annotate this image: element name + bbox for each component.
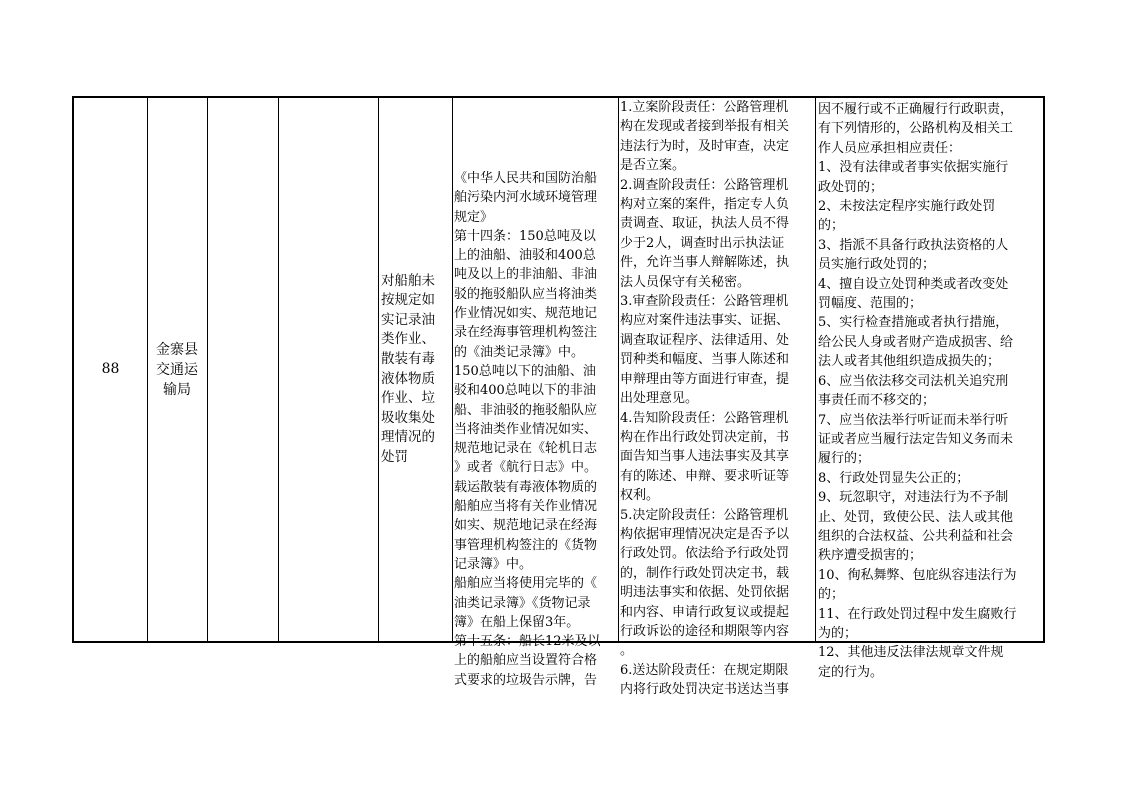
row-number: 88 xyxy=(101,360,120,377)
responsibility-table xyxy=(72,96,1045,698)
department-name: 金寨县 交通运 输局 xyxy=(156,341,198,398)
blank-cell xyxy=(207,98,278,641)
row-number-cell xyxy=(74,98,147,641)
legal-basis-cell xyxy=(452,98,618,688)
department-cell xyxy=(147,98,207,641)
item-name-cell xyxy=(378,98,452,641)
responsibilities-cell xyxy=(618,98,815,698)
accountability-cell xyxy=(815,98,1045,680)
item-name: 对船舶未 按规定如 实记录油 类作业、 散装有毒 液体物质 作业、垃 圾收集处 理情况的 处罚 xyxy=(381,272,435,465)
accountability-text: 因不履行或不正确履行行政职责， 有下列情形的，公路机构及相关工 作人员应承担相应责任： 1、没有法律或者事实依据实施行 政处罚的； 2、未按法定程序实施行政处罚 的； 3、指派不具备行政执法资格的人 员实施行政处罚的； 4、擅自设立处罚种类或者改变处 罚幅度、范围的； 5、实行检查措施或者执行措施， 给公民人身或者财产造成损害、给 法人或者其他组织造成损失的； 6、应当依法移交司法机关追究刑 事责任而不移交的； 7、应当依法举行听证而未举行听 证或者应当履行法定告知义务而未 履行的； 8、行政处罚显失公正的； 9、玩忽职守，对违法行为不予制 止、处罚，致使公民、法人或其他 组织的合法权益、公共利益和社会 秩序遭受损害的； 10、徇私舞弊、包庇纵容违法行为 的； 11、在行政处罚过程中发生腐败行 为的； 12、其他违反法律法规章文件规 定的行为。 xyxy=(818,102,1017,680)
blank-cell xyxy=(278,98,378,641)
responsibilities-text: 1.立案阶段责任：公路管理机 构在发现或者接到举报有相关 违法行为时，及时审查，决定 是否立案。 2.调查阶段责任：公路管理机 构对立案的案件，指定专人负 责调查、取证，执法人员不得 少于2人，调查时出示执法证 件，允许当事人辩解陈述，执 法人员保守有关秘密。 3.审查阶段责任：公路管理机 构应对案件违法事实、证据、 调查取证程序、法律适用、处 罚种类和幅度、当事人陈述和 申辩理由等方面进行审查，提 出处理意见。 4.告知阶段责任：公路管理机 构在作出行政处罚决定前，书 面告知当事人违法事实及其享 有的陈述、申辩、要求听证等 权利。 5.决定阶段责任：公路管理机 构依据审理情况决定是否予以 行政处罚。依法给予行政处罚 的，制作行政处罚决定书，载 明违法事实和依据、处罚依据 和内容、申请行政复议或提起 行政诉讼的途径和期限等内容 。 6.送达阶段责任：在规定期限 内将行政处罚决定书送达当事 xyxy=(620,100,790,698)
legal-basis-text: 《中华人民共和国防治船 舶污染内河水域环境管理 规定》 第十四条：150总吨及以 上的油船、油驳和400总 吨及以上的非油船、非油 驳的拖驳船队应当将油类 作业情况如实、规范地记 录在经海事管理机构签注 的《油类记录簿》中。 150总吨以下的油船、油 驳和400总吨以下的非油 船、非油驳的拖驳船队应 当将油类作业情况如实、 规范地记录在《轮机日志 》或者《航行日志》中。 载运散装有毒液体物质的 船舶应当将有关作业情况 如实、规范地记录在经海 事管理机构签注的《货物 记录簿》中。 船舶应当将使用完毕的《 油类记录簿》《货物记录 簿》在船上保留3年。 第十五条：船长12米及以 上的船舶应当设置符合格 式要求的垃圾告示牌，告 xyxy=(454,171,601,688)
